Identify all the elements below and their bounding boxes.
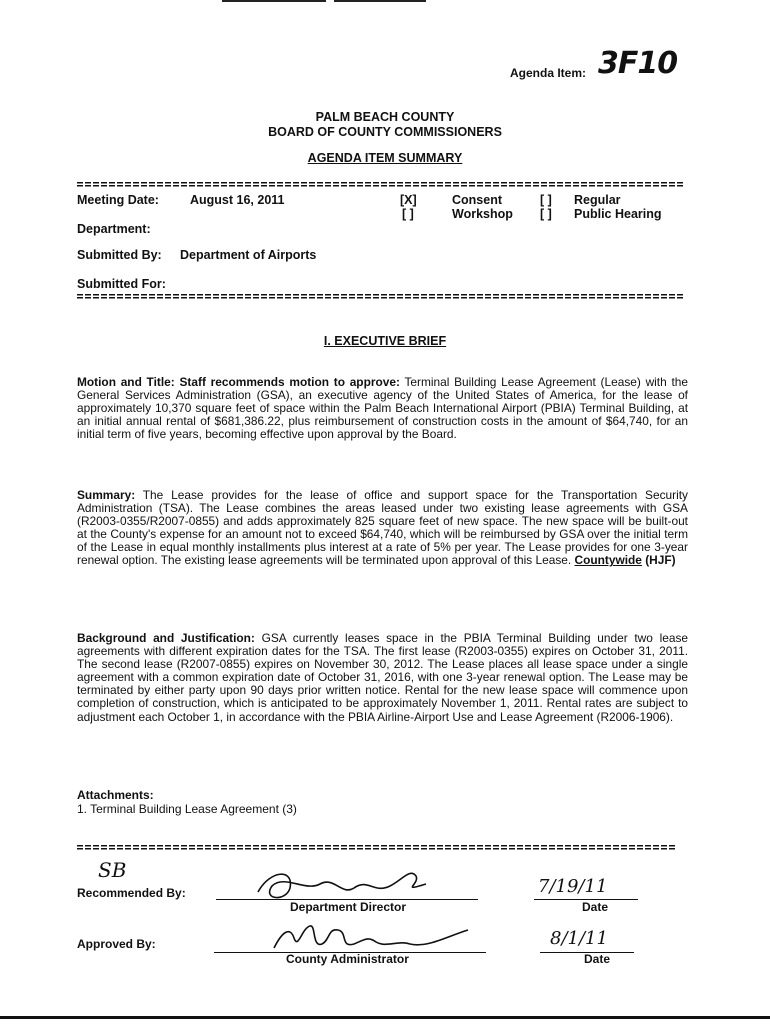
regular-checkbox: [ ] [540, 193, 552, 207]
motion-paragraph [77, 376, 688, 441]
separator-signatures [77, 845, 677, 850]
date-caption-2: Date [584, 952, 611, 966]
meeting-date-value: August 16, 2011 [190, 193, 285, 207]
regular-label: Regular [574, 193, 621, 207]
approved-date-value: 8/1/11 [550, 928, 608, 949]
consent-checkbox: [X] [400, 193, 417, 207]
agenda-item-number: 3F10 [598, 46, 678, 81]
motion-lead: Motion and Title: [77, 375, 175, 389]
county-name: PALM BEACH COUNTY [315, 110, 455, 124]
recommended-by-label: Recommended By: [77, 886, 186, 900]
summary-lead: Summary: [77, 488, 136, 502]
department-label: Department: [77, 222, 151, 236]
background-text: GSA currently leases space in the PBIA Terminal Building under two lease agreements with different expiration dates for the TSA. The first lease (R2003-0355) expires on October 31, 2011. The second lease (R2007-0855) expires on November 30, 2012. The Lease places all lease space under a single agreement with a common expiration date of October 31, 2016, with one 3-year renewal option. The Lease may be terminated by either party upon 90 days prior written notice. Rental for the new lease space will commence upon completion of construction, which is anticipated to be approximately November 1, 2011. Rental rates are subject to adjustment each October 1, in accordance with the PBIA Airline-Airport Use and Lease Agreement (R2006-1906). [77, 631, 688, 724]
motion-text: Terminal Building Lease Agreement (Lease) with the General Services Administration (GSA), an executive agency of the United States of America, for the lease of approximately 10,370 square feet of space within the Palm Beach International Airport (PBIA) Terminal Building, at an initial annual rental of $681,386.22, plus reimbursement of construction costs in the amount of $64,740, for an initial term of five years, becoming effective upon approval by the Board. [77, 375, 688, 442]
board-name: BOARD OF COUNTY COMMISSIONERS [268, 125, 502, 139]
public-hearing-checkbox: [ ] [540, 207, 552, 221]
consent-label: Consent [452, 193, 502, 207]
submitted-by-value: Department of Airports [180, 248, 317, 262]
submitted-by-label: Submitted By: [77, 248, 162, 262]
initials-mark: SB [98, 858, 127, 882]
meeting-date-label: Meeting Date: [77, 193, 159, 207]
background-lead: Background and Justification: [77, 631, 255, 645]
top-edge-mark [222, 0, 326, 2]
top-edge-mark [334, 0, 426, 2]
motion-lead-2: Staff recommends motion to approve: [179, 375, 400, 389]
page-title: AGENDA ITEM SUMMARY [307, 151, 463, 165]
submitted-for-label: Submitted For: [77, 277, 166, 291]
approved-by-label: Approved By: [77, 937, 156, 951]
separator-top [77, 182, 685, 187]
initials-value: (HJF) [645, 553, 676, 568]
agenda-item-label: Agenda Item: [510, 66, 587, 80]
attachments-label: Attachments: [77, 788, 154, 802]
workshop-checkbox: [ ] [402, 207, 414, 221]
summary-text: The Lease provides for the lease of office and support space for the Transportation Security Administration (TSA). The Lease combines the areas leased under two existing lease agreements with GSA (R2003-0355/R2007-0855) and adds approximately 825 square feet of new space. The new space will be built-out at the County's expense for an amount not to exceed $64,740, which will be reimbursed by GSA over the initial term of the Lease in equal monthly installments plus interest at a rate of 5% per year. The Lease provides for one 3-year renewal option. The existing lease agreements will be terminated upon approval of this Lease. [77, 488, 688, 568]
section-title: I. EXECUTIVE BRIEF [323, 334, 447, 348]
background-paragraph [77, 632, 688, 724]
attachment-item: 1. Terminal Building Lease Agreement (3) [77, 802, 297, 816]
date-caption-1: Date [582, 900, 609, 914]
approved-caption: County Administrator [286, 952, 409, 966]
page-bottom-edge [0, 1016, 770, 1019]
summary-paragraph [77, 489, 688, 568]
workshop-label: Workshop [452, 207, 513, 221]
recommended-date-value: 7/19/11 [538, 876, 608, 897]
public-hearing-label: Public Hearing [574, 207, 662, 221]
recommended-caption: Department Director [290, 900, 407, 914]
separator-meta [77, 294, 685, 299]
district-value: Countywide [574, 553, 642, 568]
